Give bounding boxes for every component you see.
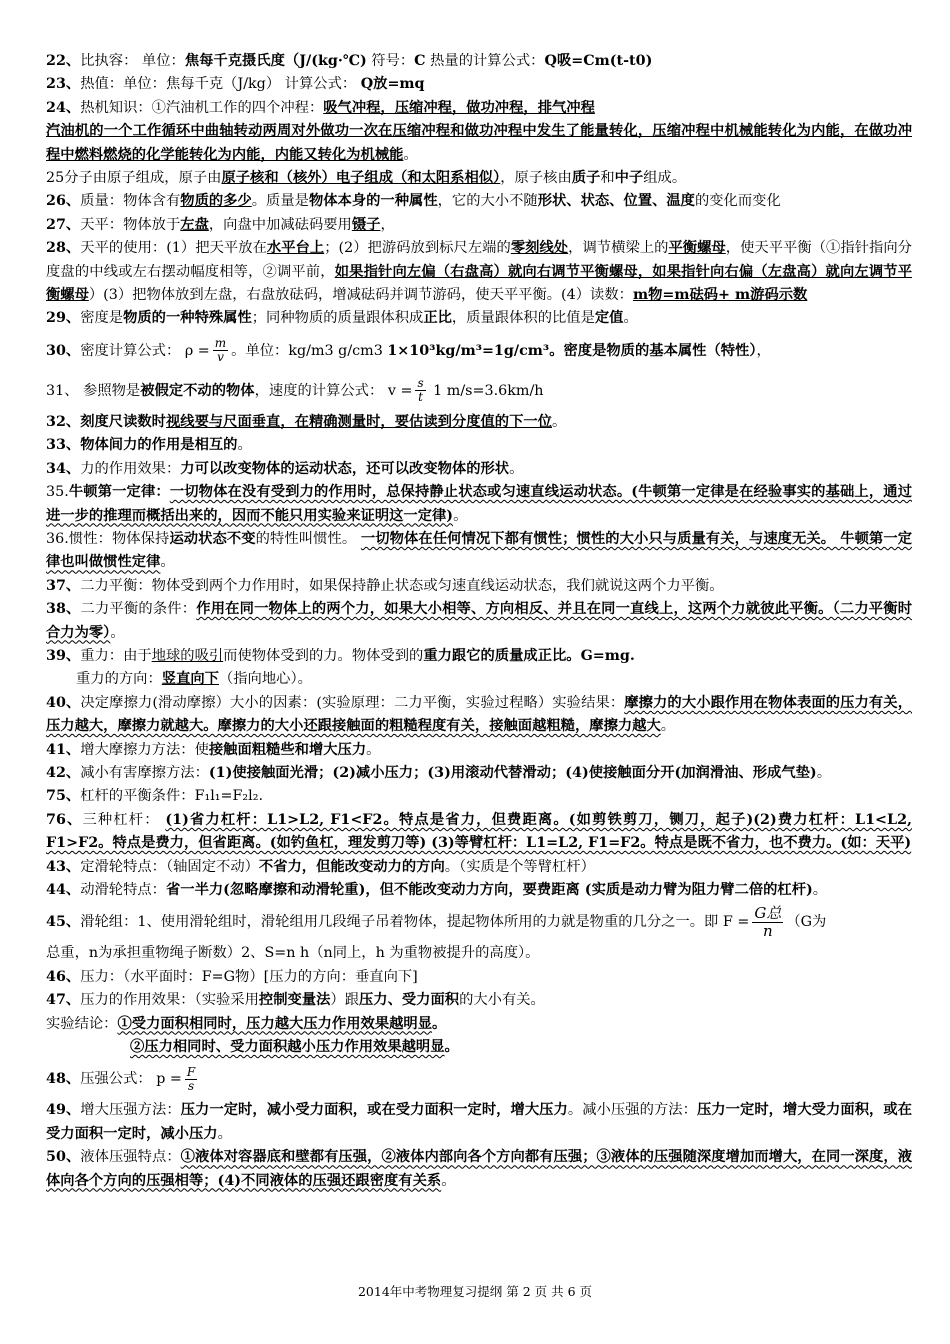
item-number: 46、 (46, 968, 81, 985)
text: 。 (403, 146, 418, 163)
item-number: 24、 (46, 99, 81, 116)
numerator: F (186, 1064, 196, 1079)
key-point: 原子核和（核外）电子组成（和太阳系相似） (221, 170, 501, 187)
item-47 (46, 989, 912, 1012)
item-39-direction (46, 668, 912, 691)
item-36 (46, 528, 912, 575)
text: 。 (623, 310, 638, 327)
denominator: v (217, 350, 224, 365)
key-point: ①受力面积相同时，压力越大压力作用效果越明显 (117, 1015, 433, 1032)
item-35 (46, 481, 912, 528)
text: ，速度的计算公式： v = (254, 382, 413, 399)
denominator: t (418, 390, 423, 405)
item-number: 33、 (46, 437, 81, 454)
key-point: (1)使接触面光滑；(2)减小压力；(3)用滚动代替滑动；(4)使接触面分开(加润滑油、形成气垫) (208, 764, 817, 781)
text: 。 (660, 718, 676, 735)
item-37 (46, 575, 912, 598)
item-number: 23、 (46, 76, 81, 93)
text: 滑轮组：1、使用滑轮组时，滑轮组用几段绳子吊着物体，提起物体所用的力就是物重的几分之一。即 F = (80, 914, 750, 931)
key-point: 汽油机的一个工作循环中曲轴转动两周对外做功一次在压缩冲程和做功冲程中发生了能量转化，压缩冲程中机械能转化为内能，在做功冲程中燃料燃烧的化学能转化为内能，内能又转化为机械能 (46, 123, 912, 163)
item-34 (46, 458, 912, 481)
text: 密度计算公式： ρ = (80, 342, 210, 359)
text: 总重，n为承担重物绳子断数）2、S=n h（n同上，h 为重物被提升的高度）。 (46, 945, 540, 962)
item-23 (46, 73, 912, 96)
text: ， (756, 342, 771, 359)
item-number: 30、 (46, 342, 81, 359)
item-76 (46, 809, 912, 856)
page-footer: 2014年中考物理复习提纲 第 2 页 共 6 页 (357, 1284, 593, 1299)
text: 增大摩擦力方法：使 (80, 741, 209, 758)
text: 。 (812, 882, 828, 898)
text: 三种杠杆： (82, 811, 166, 828)
item-number: 75、 (46, 788, 81, 805)
item-29 (46, 307, 912, 330)
key-point: ①液体对容器底和壁都有压强，②液体内部向各个方向都有压强；③液体的压强随深度增加而增大，在同一深度，液体向各个方向的压强相等；(4)不同液体的压强还跟密度有关系 (46, 1149, 912, 1189)
key-point: 摩擦力的大小跟作用在物体表面的压力有关，压力越大，摩擦力就越大。摩擦力的大小还跟接触面的粗糙程度有关，接触面越粗糙，摩擦力越大 (46, 694, 912, 735)
numerator: s (417, 376, 424, 391)
item-49 (46, 1099, 912, 1146)
text: 二力平衡：物体受到两个力作用时，如果保持静止状态或匀速直线运动状态，我们就说这两个力平衡。 (80, 577, 724, 594)
denominator: s (188, 1078, 195, 1093)
item-45-detail (46, 942, 912, 965)
key-point: 物质的一种特殊属性 (123, 310, 252, 327)
text: ，它的大小不随 (437, 193, 538, 210)
item-number: 44、 (46, 882, 81, 898)
text: 。 (432, 1015, 447, 1032)
key-point: 视线要与尺面垂直，在精确测量时，要估读到分度值的下一位 (165, 413, 552, 430)
text: ；同种物质的质量跟体积成 (251, 310, 424, 327)
item-number: 50、 (46, 1149, 81, 1166)
symbol: C (414, 53, 426, 69)
text: 减小有害摩擦方法： (80, 764, 209, 781)
key-point: 省一半力(忽略摩擦和动滑轮重)，但不能改变动力方向，要费距离 (165, 882, 580, 898)
key-point: 被假定不动的物体 (140, 382, 255, 399)
item-number: 32、 (46, 413, 81, 430)
item-number: 27、 (46, 216, 81, 233)
key-point: 控制变量法 (258, 992, 331, 1009)
text: ，原子核由 (500, 170, 572, 187)
text: 。 (160, 554, 175, 571)
text: 天平：物体放于 (80, 216, 181, 233)
item-number: 41、 (46, 741, 81, 758)
text: 增大压强方法： (80, 1102, 181, 1119)
text: 压力的作用效果：（实验采用 (80, 992, 259, 1009)
item-number: 35. (46, 484, 69, 501)
key-point: 水平台上 (266, 240, 325, 257)
speed-fraction (415, 377, 425, 404)
text: 的特性叫惯性。 (255, 530, 361, 547)
text: ，使天平平衡（①指针指向分度盘的中线或左右摆动幅度相等，②调平前， (46, 240, 912, 280)
item-41 (46, 739, 912, 762)
text: 。质量是 (251, 193, 309, 210)
key-point: 零刻线处 (510, 240, 569, 257)
item-26 (46, 190, 912, 213)
formula: Q吸=Cm(t-t0) (544, 53, 653, 69)
item-25 (46, 167, 912, 190)
text: （G为 (786, 914, 827, 931)
key-point: 定值 (594, 310, 624, 327)
item-30 (46, 331, 912, 371)
item-32 (46, 411, 912, 434)
item-43 (46, 856, 912, 879)
item-75 (46, 785, 912, 808)
text: 符号： (366, 53, 415, 69)
key-point: 竖直向下 (161, 671, 219, 688)
text: 。 (441, 1172, 456, 1189)
key-point: 接触面粗糙些和增大压力 (208, 741, 367, 758)
key-point: 1×10³kg/m³=1g/cm³。密度是物质的基本属性（特性） (387, 342, 757, 359)
item-number: 26、 (46, 193, 81, 210)
text: 。 (237, 437, 252, 454)
item-31 (46, 371, 912, 411)
key-point: 压力一定时，减小受力面积，或在受力面积一定时，增大压力 (180, 1102, 568, 1119)
text: 刻度尺读数时 (80, 413, 166, 430)
key-point: 压力、受力面积 (359, 992, 460, 1009)
numerator: m (214, 336, 227, 351)
text: 质量：物体含有 (80, 193, 181, 210)
text: 天平的使用：(1）把天平放在 (80, 240, 267, 257)
text: 热机知识：①汽油机工作的四个冲程： (80, 99, 324, 116)
key-point: 一切物体在没有受到力的作用时，总保持静止状态或匀速直线运动状态。(牛顿第一定律是在经验事实的基础上，通过进一步的推理而概括出来的，因而不能只用实验来证明这一定律) (46, 484, 912, 524)
text: 31、 参照物是 (46, 382, 141, 399)
key-point: 物体间力的作用是相互的 (80, 437, 238, 454)
item-38 (46, 598, 912, 645)
text: 力的作用效果： (80, 460, 181, 477)
item-number: 47、 (46, 992, 81, 1009)
item-33 (46, 434, 912, 457)
text: 。 (509, 460, 524, 477)
key-point: 运动状态不变 (169, 530, 256, 547)
item-number: 29、 (46, 310, 81, 327)
text: 热值：单位：焦每千克（J/kg） 计算公式： (80, 76, 361, 93)
key-point: 力可以改变物体的运动状态，还可以改变物体的形状 (180, 460, 510, 477)
text: 和 (600, 170, 615, 187)
text: 。 (366, 741, 381, 758)
text: 重力的方向： (76, 671, 162, 688)
key-point: (实质是动力臂为阻力臂二倍的杠杆) (579, 882, 813, 898)
text: 压强公式： p = (80, 1071, 182, 1088)
text: 。单位：kg/m3 g/cm3 (231, 342, 388, 359)
text: 1 m/s=3.6km/h (428, 382, 544, 399)
item-47-conclusion-2 (46, 1036, 912, 1059)
text: ，调节横梁上的 (568, 240, 669, 257)
item-24-detail (46, 120, 912, 167)
density-fraction (213, 337, 228, 364)
key-point: 压力一定时，增大受力面积，或在受力面积一定时，减小压力 (46, 1102, 913, 1142)
item-50 (46, 1146, 912, 1193)
item-number: 76、 (46, 811, 83, 828)
item-number: 34、 (46, 460, 81, 477)
item-40 (46, 692, 912, 739)
item-number: 38、 (46, 601, 81, 618)
pulley-fraction (752, 905, 783, 940)
item-42 (46, 762, 912, 785)
text: 。 (816, 764, 831, 781)
text: 。 (217, 1125, 232, 1142)
formula: Q放=mq (360, 76, 425, 93)
key-point: 正比 (423, 310, 452, 327)
formula: m物=m砝码+ m游码示数 (632, 287, 808, 304)
key-point: 形状、状态、位置、温度 (537, 193, 695, 210)
item-number: 37、 (46, 577, 81, 594)
item-number: 42、 (46, 764, 81, 781)
pressure-fraction (185, 1066, 197, 1093)
text: 而使物体受到的力。物体受到的 (223, 647, 424, 664)
item-45 (46, 902, 912, 942)
text: 定滑轮特点：（轴固定不动） (80, 858, 259, 875)
item-27 (46, 214, 912, 237)
item-24 (46, 97, 912, 120)
item-number: 43、 (46, 858, 81, 875)
text: 的变化而变化 (694, 193, 781, 210)
item-46 (46, 966, 912, 989)
item-44 (46, 879, 912, 902)
key-point: 平衡螺母 (668, 240, 726, 257)
item-number: 49、 (46, 1102, 81, 1119)
item-number: 28、 (46, 240, 81, 257)
text: ，向盘中加减砝码要用 (208, 216, 352, 233)
item-28 (46, 237, 912, 307)
key-point: 重力跟它的质量成正比 (423, 647, 567, 664)
text: 。减小压强的方法： (567, 1102, 697, 1119)
text: 实验结论： (46, 1015, 118, 1032)
key-point: 如果指针向左偏（右盘高）就向右调节平衡螺母，如果指针向右偏（左盘高）就向左调节平衡螺母 (46, 263, 913, 304)
text: 。 (552, 413, 567, 430)
key-point: 吸气冲程，压缩冲程，做功冲程，排气冲程 (323, 99, 595, 116)
text: 二力平衡的条件： (80, 601, 197, 618)
key-point: 质子 (571, 170, 601, 187)
text: 25分子由原子组成，原子由 (46, 170, 222, 187)
item-39 (46, 645, 912, 668)
item-number: 48、 (46, 1071, 81, 1088)
item-number: 36. (46, 530, 69, 547)
key-point: (1)省力杠杆：L1>L2, F1<F2。特点是省力，但费距离。(如剪铁剪刀，铡刀，起子)(2)费力杠杆：L1<L2, F1>F2。特点是费力，但省距离。(如钓鱼杠，理发剪刀等) (3)等臂杠杆：L1=L2, F1=F2。特点是既不省力，也不费力。(如：天平) (46, 811, 913, 852)
text: 比执容： 单位： (80, 53, 185, 69)
key-point: 镊子 (351, 216, 381, 233)
text: 动滑轮特点： (80, 882, 166, 898)
key-point: 左盘 (180, 216, 209, 233)
text: 重力：由于 (80, 647, 152, 664)
key-point: 作用在同一物体上的两个力，如果大小相等、方向相反、并且在同一直线上，这两个力就彼此平衡。（二力平衡时合力为零） (46, 601, 912, 641)
text: 牛顿第一定律： (68, 484, 170, 501)
text: 的大小有关。 (459, 992, 545, 1009)
text: 液体压强特点： (80, 1149, 181, 1166)
unit: 焦每千克摄氏度（J/(kg·℃) (184, 53, 367, 69)
denominator: n (763, 921, 773, 940)
item-number: 39、 (46, 647, 81, 664)
document-body (46, 50, 912, 1193)
item-47-conclusion-1 (46, 1013, 912, 1036)
text: ， (380, 216, 395, 233)
item-number: 45、 (46, 914, 81, 931)
text: 压力：（水平面时：F=G物）[压力的方向：垂直向下] (80, 968, 418, 985)
text: 杠杆的平衡条件：F₁l₁=F₂l₂. (80, 788, 264, 805)
key-point: 地球的吸引 (151, 647, 224, 664)
key-point: 物质的多少 (180, 193, 252, 210)
text: 。（实质是个等臂杠杆） (444, 858, 595, 875)
text: ）跟 (330, 992, 359, 1009)
key-point: 物体本身的一种属性 (308, 193, 438, 210)
item-48 (46, 1059, 912, 1099)
text: ；(2）把游码放到标尺左端的 (324, 240, 511, 257)
formula: 。G=mg. (566, 647, 635, 664)
text: 。 (444, 1039, 459, 1056)
text: 惯性：物体保持 (68, 530, 170, 547)
key-point: 中子 (614, 170, 644, 187)
text: ，质量跟体积的比值是 (451, 310, 595, 327)
text: 组成。 (643, 170, 687, 187)
key-point: 不省力，但能改变动力的方向 (258, 858, 445, 875)
numerator: G总 (754, 903, 782, 922)
text: 。 (110, 624, 125, 641)
key-point: 一切物体在任何情况下都有惯性；惯性的大小只与质量有关，与速度无关。 牛顿第一定律也叫做惯性定律 (46, 530, 913, 571)
text: 密度是 (80, 310, 124, 327)
item-number: 40、 (46, 694, 81, 711)
key-point: ②压力相同时、受力面积越小压力作用效果越明显 (130, 1039, 445, 1056)
item-number: 22、 (46, 53, 81, 69)
text: 热量的计算公式： (425, 53, 545, 69)
text: 。 (453, 507, 468, 524)
text: ）(3）把物体放到左盘，右盘放砝码，增减砝码并调节游码，使天平平衡。(4）读数： (88, 287, 633, 304)
text: 决定摩擦力(滑动摩擦）大小的因素：(实验原理：二力平衡，实验过程略）实验结果： (80, 694, 625, 711)
text: （指向地心）。 (218, 671, 312, 688)
item-22 (46, 50, 912, 73)
